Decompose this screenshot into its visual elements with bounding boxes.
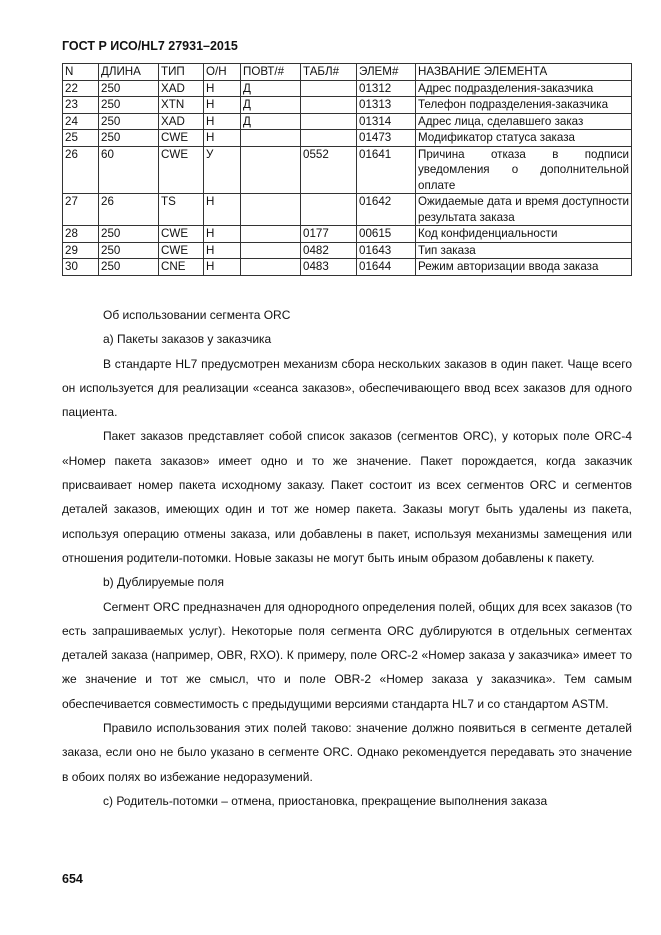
column-header: О/Н: [204, 64, 241, 81]
table-cell: [241, 242, 301, 259]
table-row: [63, 242, 632, 259]
table-cell: [301, 113, 357, 130]
column-header: ЭЛЕМ#: [357, 64, 416, 81]
list-item-a: a) Пакеты заказов у заказчика: [103, 332, 272, 347]
document-header: ГОСТ Р ИСО/HL7 27931–2015: [62, 39, 238, 53]
paragraph: В стандарте HL7 предусмотрен механизм сбора нескольких заказов в один пакет. Чаще всего он используется для реализации «сеанса заказов», обеспечивающего ввод всех заказов для одного пациента.: [62, 356, 632, 420]
table-cell: 0483: [301, 259, 357, 276]
table-cell: 22: [63, 80, 99, 97]
table-cell: 01642: [357, 194, 416, 226]
table-cell: Код конфиденциальности: [416, 226, 632, 243]
paragraph: Пакет заказов представляет собой список заказов (сегментов ORC), у которых поле ORC-4 «Номер пакета заказов» имеет одно и то же значение. Пакет порождается, когда заказчик присваивает номер пакета исходному заказу. Пакет состоит из всех сегментов ORC и сегментов деталей заказов, имеющих один и тот же номер пакета. Заказы могут быть удалены из пакета, используя операцию отмены заказа, или добавлены в пакет, используя механизмы замещения или отношения родители-потомки. Новые заказы не могут быть иным образом добавлены к пакету.: [62, 429, 632, 565]
column-header: N: [63, 64, 99, 81]
table-header-row: [63, 64, 632, 81]
table-cell: 250: [99, 259, 159, 276]
table-row: [63, 97, 632, 114]
table-cell: 01473: [357, 130, 416, 147]
table-cell: Н: [204, 80, 241, 97]
table-cell: [241, 259, 301, 276]
table-cell: 28: [63, 226, 99, 243]
table-cell: 26: [63, 146, 99, 194]
table-cell: 30: [63, 259, 99, 276]
table-cell: CWE: [159, 146, 204, 194]
table-cell: 250: [99, 226, 159, 243]
table-cell: Н: [204, 97, 241, 114]
table-cell: Н: [204, 242, 241, 259]
table-cell: Д: [241, 113, 301, 130]
table-cell: 01312: [357, 80, 416, 97]
table-cell: Адрес подразделения-заказчика: [416, 80, 632, 97]
table-cell: Д: [241, 97, 301, 114]
table-cell: 250: [99, 113, 159, 130]
table-cell: 26: [99, 194, 159, 226]
column-header: ТИП: [159, 64, 204, 81]
column-header: ДЛИНА: [99, 64, 159, 81]
table-cell: 00615: [357, 226, 416, 243]
table-row: [63, 259, 632, 276]
table-cell: Ожидаемые дата и время доступности результата заказа: [416, 194, 632, 226]
table-cell: XAD: [159, 113, 204, 130]
table-cell: [241, 194, 301, 226]
table-cell: 250: [99, 97, 159, 114]
table-cell: Н: [204, 259, 241, 276]
table-cell: [241, 130, 301, 147]
segment-fields-table: [62, 63, 632, 276]
table-cell: XTN: [159, 97, 204, 114]
table-row: [63, 80, 632, 97]
table-cell: У: [204, 146, 241, 194]
table-cell: [301, 80, 357, 97]
table-cell: 25: [63, 130, 99, 147]
table-cell: CWE: [159, 226, 204, 243]
table-cell: 250: [99, 80, 159, 97]
paragraph-heading: Об использовании сегмента ORC: [103, 308, 291, 322]
table-cell: 250: [99, 242, 159, 259]
table-cell: Н: [204, 226, 241, 243]
table-cell: Причина отказа в подписи уведомления о дополнительной оплате: [416, 146, 632, 194]
table-cell: Модификатор статуса заказа: [416, 130, 632, 147]
table-cell: CNE: [159, 259, 204, 276]
table-row: [63, 194, 632, 226]
page-number: 654: [62, 872, 83, 886]
table-cell: Н: [204, 194, 241, 226]
table-cell: [241, 146, 301, 194]
table-cell: 01313: [357, 97, 416, 114]
table-cell: 0482: [301, 242, 357, 259]
table-cell: Адрес лица, сделавшего заказ: [416, 113, 632, 130]
table-cell: 24: [63, 113, 99, 130]
table-cell: Телефон подразделения-заказчика: [416, 97, 632, 114]
table-cell: 27: [63, 194, 99, 226]
paragraph: Сегмент ORC предназначен для однородного определения полей, общих для всех заказов (то есть запрашиваемых услуг). Некоторые поля сегмента ORC дублируются в отдельных сегментах деталей заказа (например, OBR, RXO). К примеру, поле ORC-2 «Номер заказа у заказчика» имеет то же значение и тот же смысл, что и поле OBR-2 «Номер заказа у заказчика». Тем самым обеспечивается совместимость с предыдущими версиями стандарта HL7 и со стандартом ASTM.: [62, 599, 632, 711]
table-cell: Н: [204, 130, 241, 147]
table-row: [63, 130, 632, 147]
table-cell: 01314: [357, 113, 416, 130]
table-row: [63, 146, 632, 194]
table-cell: CWE: [159, 242, 204, 259]
table-cell: 250: [99, 130, 159, 147]
table-cell: CWE: [159, 130, 204, 147]
table-cell: 01644: [357, 259, 416, 276]
table-cell: 0177: [301, 226, 357, 243]
table-cell: 0552: [301, 146, 357, 194]
list-item-c: c) Родитель-потомки – отмена, приостановка, прекращение выполнения заказа: [103, 793, 548, 808]
table-cell: [301, 130, 357, 147]
table-row: [63, 113, 632, 130]
table-cell: XAD: [159, 80, 204, 97]
table-cell: 01643: [357, 242, 416, 259]
table-cell: 60: [99, 146, 159, 194]
table-row: [63, 226, 632, 243]
body-text: [62, 303, 632, 813]
column-header: ПОВТ/#: [241, 64, 301, 81]
column-header: НАЗВАНИЕ ЭЛЕМЕНТА: [416, 64, 632, 81]
table-cell: [241, 226, 301, 243]
table-cell: Д: [241, 80, 301, 97]
paragraph: Правило использования этих полей таково: значение должно появиться в сегменте деталей заказа, если оно не было указано в сегменте ORC. Однако рекомендуется передавать это значение в обоих полях во избежание недоразумений.: [62, 721, 632, 784]
table-cell: [301, 194, 357, 226]
table-cell: [301, 97, 357, 114]
list-item-b: b) Дублируемые поля: [103, 575, 224, 590]
column-header: ТАБЛ#: [301, 64, 357, 81]
table-cell: 23: [63, 97, 99, 114]
table-cell: TS: [159, 194, 204, 226]
table-cell: 01641: [357, 146, 416, 194]
table-cell: 29: [63, 242, 99, 259]
table-cell: Режим авторизации ввода заказа: [416, 259, 632, 276]
table-cell: Тип заказа: [416, 242, 632, 259]
table-cell: Н: [204, 113, 241, 130]
